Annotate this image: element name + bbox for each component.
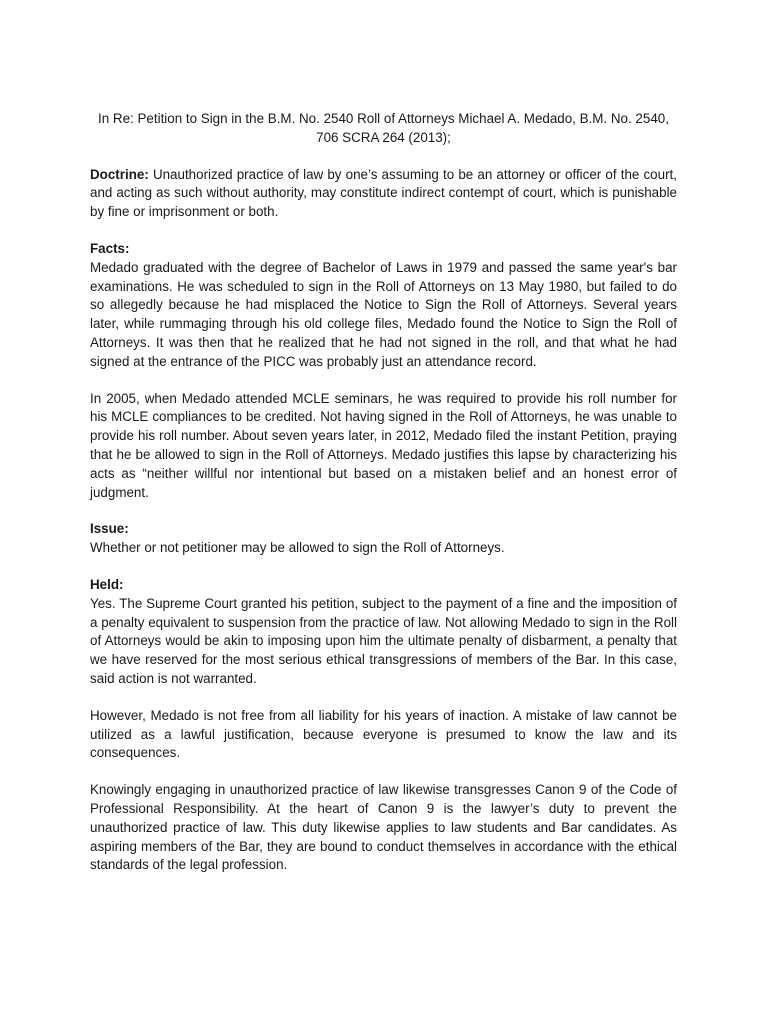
facts-paragraph-1: Medado graduated with the degree of Bachelor of Laws in 1979 and passed the same year's bar examinations. He was scheduled to sign in the Roll of Attorneys on 13 May 1980, but failed to do so allegedly because he had misplaced the Notice to Sign the Roll of Attorneys. Several years later, while rummaging through his old college files, Medado found the Notice to Sign the Roll of Attorneys. It was then that he realized that he had not signed in the roll, and that what he had signed at the entrance of the PICC was probably just an attendance record. [90,259,677,369]
document-page [90,110,677,875]
facts-heading: Facts: [90,240,130,256]
case-title [90,110,677,148]
doctrine-heading: Doctrine: [90,166,149,182]
issue-text: Whether or not petitioner may be allowed to sign the Roll of Attorneys. [90,540,505,556]
held-paragraph-3: Knowingly engaging in unauthorized practice of law likewise transgresses Canon 9 of the Code of Professional Responsibility. At the heart of Canon 9 is the lawyer’s duty to prevent the unauthorized practice of law. This duty likewise applies to law students and Bar candidates. As aspiring members of the Bar, they are bound to conduct themselves in accordance with the ethical standards of the legal profession. [90,782,677,873]
held-heading: Held: [90,576,124,592]
held-paragraph-2: However, Medado is not free from all liability for his years of inaction. A mistake of law cannot be utilized as a lawful justification, because everyone is presumed to know the law and its consequences. [90,707,677,761]
issue-heading: Issue: [90,521,129,537]
held-section [90,576,677,875]
doctrine-text: Unauthorized practice of law by one’s assuming to be an attorney or officer of the court, and acting as such without authority, may constitute indirect contempt of court, which is punishable by fine or imprisonment or both. [90,166,677,220]
doctrine-section [90,166,677,222]
case-title-line-2: 706 SCRA 264 (2013); [316,129,451,145]
held-paragraph-1: Yes. The Supreme Court granted his petition, subject to the payment of a fine and the imposition of a penalty equivalent to suspension from the practice of law. Not allowing Medado to sign in the Roll of Attorneys would be akin to imposing upon him the ultimate penalty of disbarment, a penalty that we have reserved for the most serious ethical transgressions of members of the Bar. In this case, said action is not warranted. [90,595,677,686]
facts-section [90,240,677,502]
issue-section [90,520,677,558]
facts-paragraph-2: In 2005, when Medado attended MCLE seminars, he was required to provide his roll number for his MCLE compliances to be credited. Not having signed in the Roll of Attorneys, he was unable to provide his roll number. About seven years later, in 2012, Medado filed the instant Petition, praying that he be allowed to sign in the Roll of Attorneys. Medado justifies this lapse by characterizing his acts as “neither willful nor intentional but based on a mistaken belief and an honest error of judgment. [90,390,677,500]
case-title-line-1: In Re: Petition to Sign in the B.M. No. 2540 Roll of Attorneys Michael A. Medado, B.M. No. 2540, [98,111,669,126]
